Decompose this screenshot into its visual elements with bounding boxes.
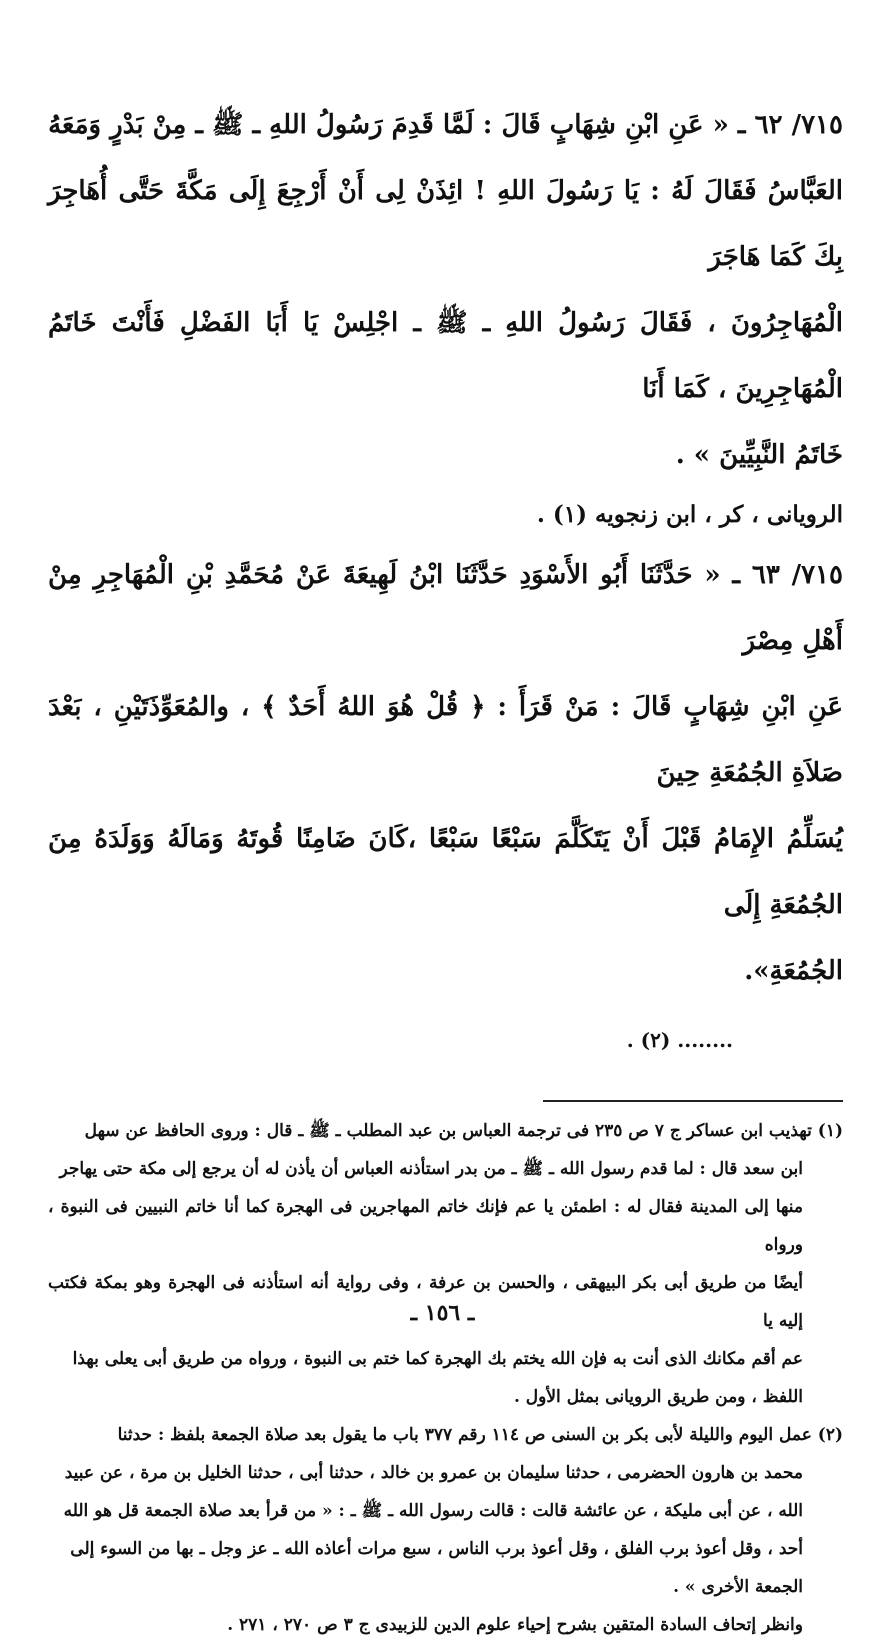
hadith-63-source: ........ (٢) . — [626, 1028, 733, 1052]
hadith-62-line-4: خَاتَمُ النَّبِيِّينَ » . — [675, 440, 843, 470]
footnote-2-line-6: وانظر إتحاف السادة المتقين بشرح إحياء علوم الدين للزبيدى ج ٣ ص ٢٧٠ ، ٢٧١ . — [227, 1615, 803, 1635]
footnote-1-line-6: اللفظ ، ومن طريق الرويانى بمثل الأول . — [513, 1387, 803, 1407]
footnote-separator-wrap — [48, 1084, 843, 1102]
footnote-1-line-3: منها إلى المدينة فقال له : اطمئن يا عم فإنك خاتم المهاجرين فى الهجرة كما أنا خاتم النبيين فى النبوة ، ورواه — [48, 1197, 803, 1255]
page-number: ـ ١٥٦ ـ — [410, 1300, 475, 1326]
footnote-1-line-2: ابن سعد قال : لما قدم رسول الله ـ ﷺ ـ من بدر استأذنه العباس أن يأذن له أن يرجع إلى مكة حتى يهاجر — [59, 1159, 803, 1179]
footnote-2-line-4: أحد ، وقل أعوذ برب الفلق ، وقل أعوذ برب الناس ، سبع مرات أعاذه الله ـ عز وجل ـ بها من السوء إلى — [70, 1539, 803, 1559]
hadith-62-line-1: ٧١٥/ ٦٢ ـ « عَنِ ابْنِ شِهَابٍ قَالَ : لَمَّا قَدِمَ رَسُولُ اللهِ ـ ﷺ ـ مِنْ بَدْرٍ وَمَعَهُ — [48, 110, 843, 140]
footnote-separator — [543, 1100, 843, 1102]
hadith-63-line-4: الجُمُعَةِ». — [744, 956, 843, 986]
footnotes — [48, 1112, 843, 1644]
hadith-62-line-3: الْمُهَاجِرُونَ ، فَقَالَ رَسُولُ اللهِ ـ ﷺ ـ اجْلِسْ يَا أَبَا الفَضْلِ فَأَنْتَ خَاتَمُ الْمُهَاجِرِينَ ، كَمَا أَنَا — [48, 308, 843, 404]
main-text — [48, 92, 843, 1070]
hadith-63-line-2: عَنِ ابْنِ شِهَابٍ قَالَ : مَنْ قَرَأَ : ﴿ قُلْ هُوَ اللهُ أَحَدٌ ﴾ ، والمُعَوِّذَتَيْنِ ، بَعْدَ صَلاَةِ الجُمُعَةِ حِينَ — [48, 692, 843, 788]
footnote-1-line-1: (١) تهذيب ابن عساكر ج ٧ ص ٢٣٥ فى ترجمة العباس بن عبد المطلب ـ ﷺ ـ قال : وروى الحافظ عن سهل — [84, 1121, 843, 1141]
footnote-2-line-1: (٢) عمل اليوم والليلة لأبى بكر بن السنى ص ١١٤ رقم ٣٧٧ باب ما يقول بعد صلاة الجمعة بلفظ : حدثنا — [117, 1425, 843, 1445]
footnote-2-line-5: الجمعة الأخرى » . — [673, 1577, 803, 1597]
hadith-63-line-1: ٧١٥/ ٦٣ ـ « حَدَّثَنَا أَبُو الأَسْوَدِ حَدَّثَنَا ابْنُ لَهِيعَةَ عَنْ مُحَمَّدِ بْنِ الْمُهَاجِرِ مِنْ أَهْلِ مِصْرَ — [48, 560, 843, 656]
hadith-62-line-2: العَبَّاسُ فَقَالَ لَهُ : يَا رَسُولَ اللهِ ! ائِذَنْ لِى أَنْ أَرْجِعَ إِلَى مَكَّةَ حَتَّى أُهَاجِرَ بِكَ كَمَا هَاجَرَ — [48, 176, 843, 272]
footnote-2-line-3: الله ، عن أبى مليكة ، عن عائشة قالت : قالت رسول الله ـ ﷺ ـ : « من قرأ بعد صلاة الجمعة قل هو الله — [63, 1501, 803, 1521]
hadith-62-source: الرويانى ، كر ، ابن زنجويه (١) . — [536, 501, 843, 528]
footnote-1-line-4: أيضًا من طريق أبى بكر البيهقى ، والحسن بن عرفة ، وفى رواية أنه استأذنه فى الهجرة وهو بمكة فكتب إليه يا — [48, 1273, 803, 1331]
hadith-63-line-3: يُسَلِّمُ الإِمَامُ قَبْلَ أَنْ يَتَكَلَّمَ سَبْعًا سَبْعًا ،كَانَ ضَامِنًا قُوتَهُ وَمَالَهُ وَوَلَدَهُ مِنَ الجُمُعَةِ إِلَى — [48, 824, 843, 920]
footnote-1-line-5: عم أقم مكانك الذى أنت به فإن الله يختم بك الهجرة كما ختم بى النبوة ، ورواه من طريق أبى يعلى بهذا — [72, 1349, 803, 1369]
footnote-2-line-2: محمد بن هارون الحضرمى ، حدثنا سليمان بن عمرو بن خالد ، حدثنا أبى ، حدثنا الخليل بن مرة ، عن عبيد — [64, 1463, 803, 1483]
